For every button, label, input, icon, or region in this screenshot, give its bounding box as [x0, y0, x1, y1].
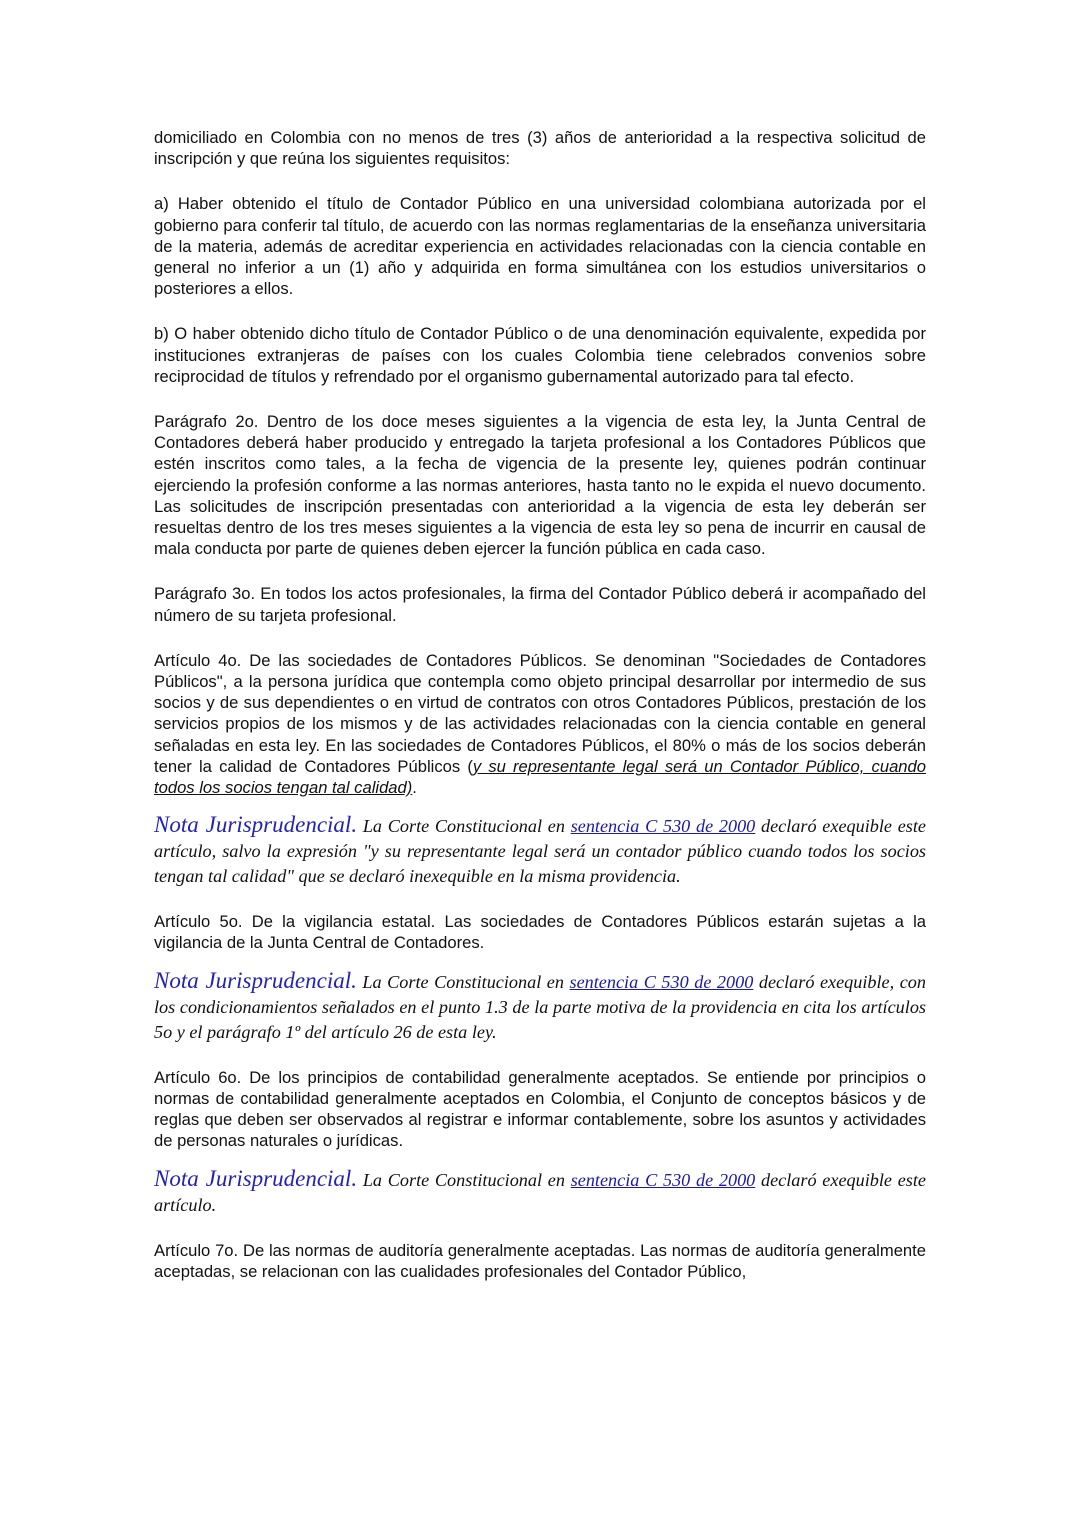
- paragraph-requisito-a: a) Haber obtenido el título de Contador Público en una universidad colombiana autorizada por el gobierno para conferir tal título, de acuerdo con las normas reglamentarias de la enseñanza universitaria de la materia, además de acreditar experiencia en actividades relacionadas con la ciencia contable en general no inferior a un (1) año y adquirida en forma simultánea con los estudios universitarios o posteriores a ellos.: [154, 194, 926, 299]
- nota-jurisprudencial-6: [154, 1166, 926, 1218]
- articulo-4-inexequible-expression: y su representante legal será un Contador Público, cuando todos los socios tengan tal calidad): [154, 756, 926, 798]
- paragraph-intro: domiciliado en Colombia con no menos de tres (3) años de anterioridad a la respectiva solicitud de inscripción y que reúna los siguientes requisitos:: [154, 128, 926, 169]
- articulo-7: Artículo 7o. De las normas de auditoría generalmente aceptadas. Las normas de auditoría generalmente aceptadas, se relacionan con las cualidades profesionales del Contador Público,: [154, 1240, 926, 1281]
- nota-label: Nota Jurisprudencial.: [154, 967, 357, 993]
- nota-pre: La Corte Constitucional en: [357, 816, 571, 837]
- nota-pre: La Corte Constitucional en: [356, 971, 570, 992]
- articulo-4-text: Artículo 4o. De las sociedades de Contadores Públicos. Se denominan "Sociedades de Contadores Públicos", a la persona jurídica que contempla como objeto principal desarrollar por intermedio de sus socios y de sus dependientes o en virtud de contratos con otros Contadores Públicos, prestación de los servicios propios de los mismos y de las actividades relacionadas con la ciencia contable en general señaladas en esta ley. En las sociedades de Contadores Públicos, el 80% o más de los socios deberán tener la calidad de Contadores Públicos (: [154, 650, 926, 776]
- articulo-6: Artículo 6o. De los principios de contabilidad generalmente aceptados. Se entiende por principios o normas de contabilidad generalmente aceptados en Colombia, el Conjunto de conceptos básicos y de reglas que deben ser observados al registrar e informar contablemente, sobre los asuntos y actividades de personas naturales o jurídicas.: [154, 1067, 926, 1151]
- paragraph-paragrafo-2: Parágrafo 2o. Dentro de los doce meses siguientes a la vigencia de esta ley, la Junta Central de Contadores deberá haber producido y entregado la tarjeta profesional a los Contadores Públicos que estén inscritos como tales, a la fecha de vigencia de la presente ley, quienes podrán continuar ejerciendo la profesión conforme a las normas anteriores, hasta tanto no le expida el nuevo documento. Las solicitudes de inscripción presentadas con anterioridad a la vigencia de esta ley deberán ser resueltas dentro de los tres meses siguientes a la vigencia de esta ley so pena de incurrir en causal de mala conducta por parte de quienes deben ejercer la función pública en cada caso.: [154, 412, 926, 559]
- nota-label: Nota Jurisprudencial.: [154, 1165, 358, 1191]
- sentencia-link[interactable]: sentencia C 530 de 2000: [569, 971, 754, 992]
- nota-post: declaró exequible este artículo, salvo la expresión "y su representante legal será un contador público cuando todos los socios tengan tal calidad" que se declaró inexequible en la misma providencia.: [154, 816, 927, 887]
- nota-jurisprudencial-5: [154, 968, 926, 1045]
- document-page: [154, 127, 926, 1306]
- nota-pre: La Corte Constitucional en: [357, 1169, 571, 1190]
- sentencia-link[interactable]: sentencia C 530 de 2000: [570, 816, 756, 837]
- nota-jurisprudencial-4: [154, 812, 926, 889]
- articulo-4: [154, 650, 926, 798]
- paragraph-requisito-b: b) O haber obtenido dicho título de Contador Público o de una denominación equivalente, expedida por instituciones extranjeras de países con los cuales Colombia tiene celebrados convenios sobre reciprocidad de títulos y refrendado por el organismo gubernamental autorizado para tal efecto.: [154, 324, 926, 386]
- nota-post: declaró exequible este artículo.: [154, 1169, 927, 1215]
- nota-post: declaró exequible, con los condicionamientos señalados en el punto 1.3 de la parte motiva de la providencia en cita los artículos 5o y el parágrafo 1º del artículo 26 de esta ley.: [154, 971, 926, 1042]
- articulo-5: Artículo 5o. De la vigilancia estatal. Las sociedades de Contadores Públicos estarán sujetas a la vigilancia de la Junta Central de Contadores.: [154, 912, 926, 953]
- nota-label: Nota Jurisprudencial.: [154, 812, 358, 838]
- paragraph-paragrafo-3: Parágrafo 3o. En todos los actos profesionales, la firma del Contador Público deberá ir acompañado del número de su tarjeta profesional.: [154, 584, 926, 625]
- articulo-4-tail: .: [412, 778, 417, 798]
- sentencia-link[interactable]: sentencia C 530 de 2000: [570, 1169, 756, 1190]
